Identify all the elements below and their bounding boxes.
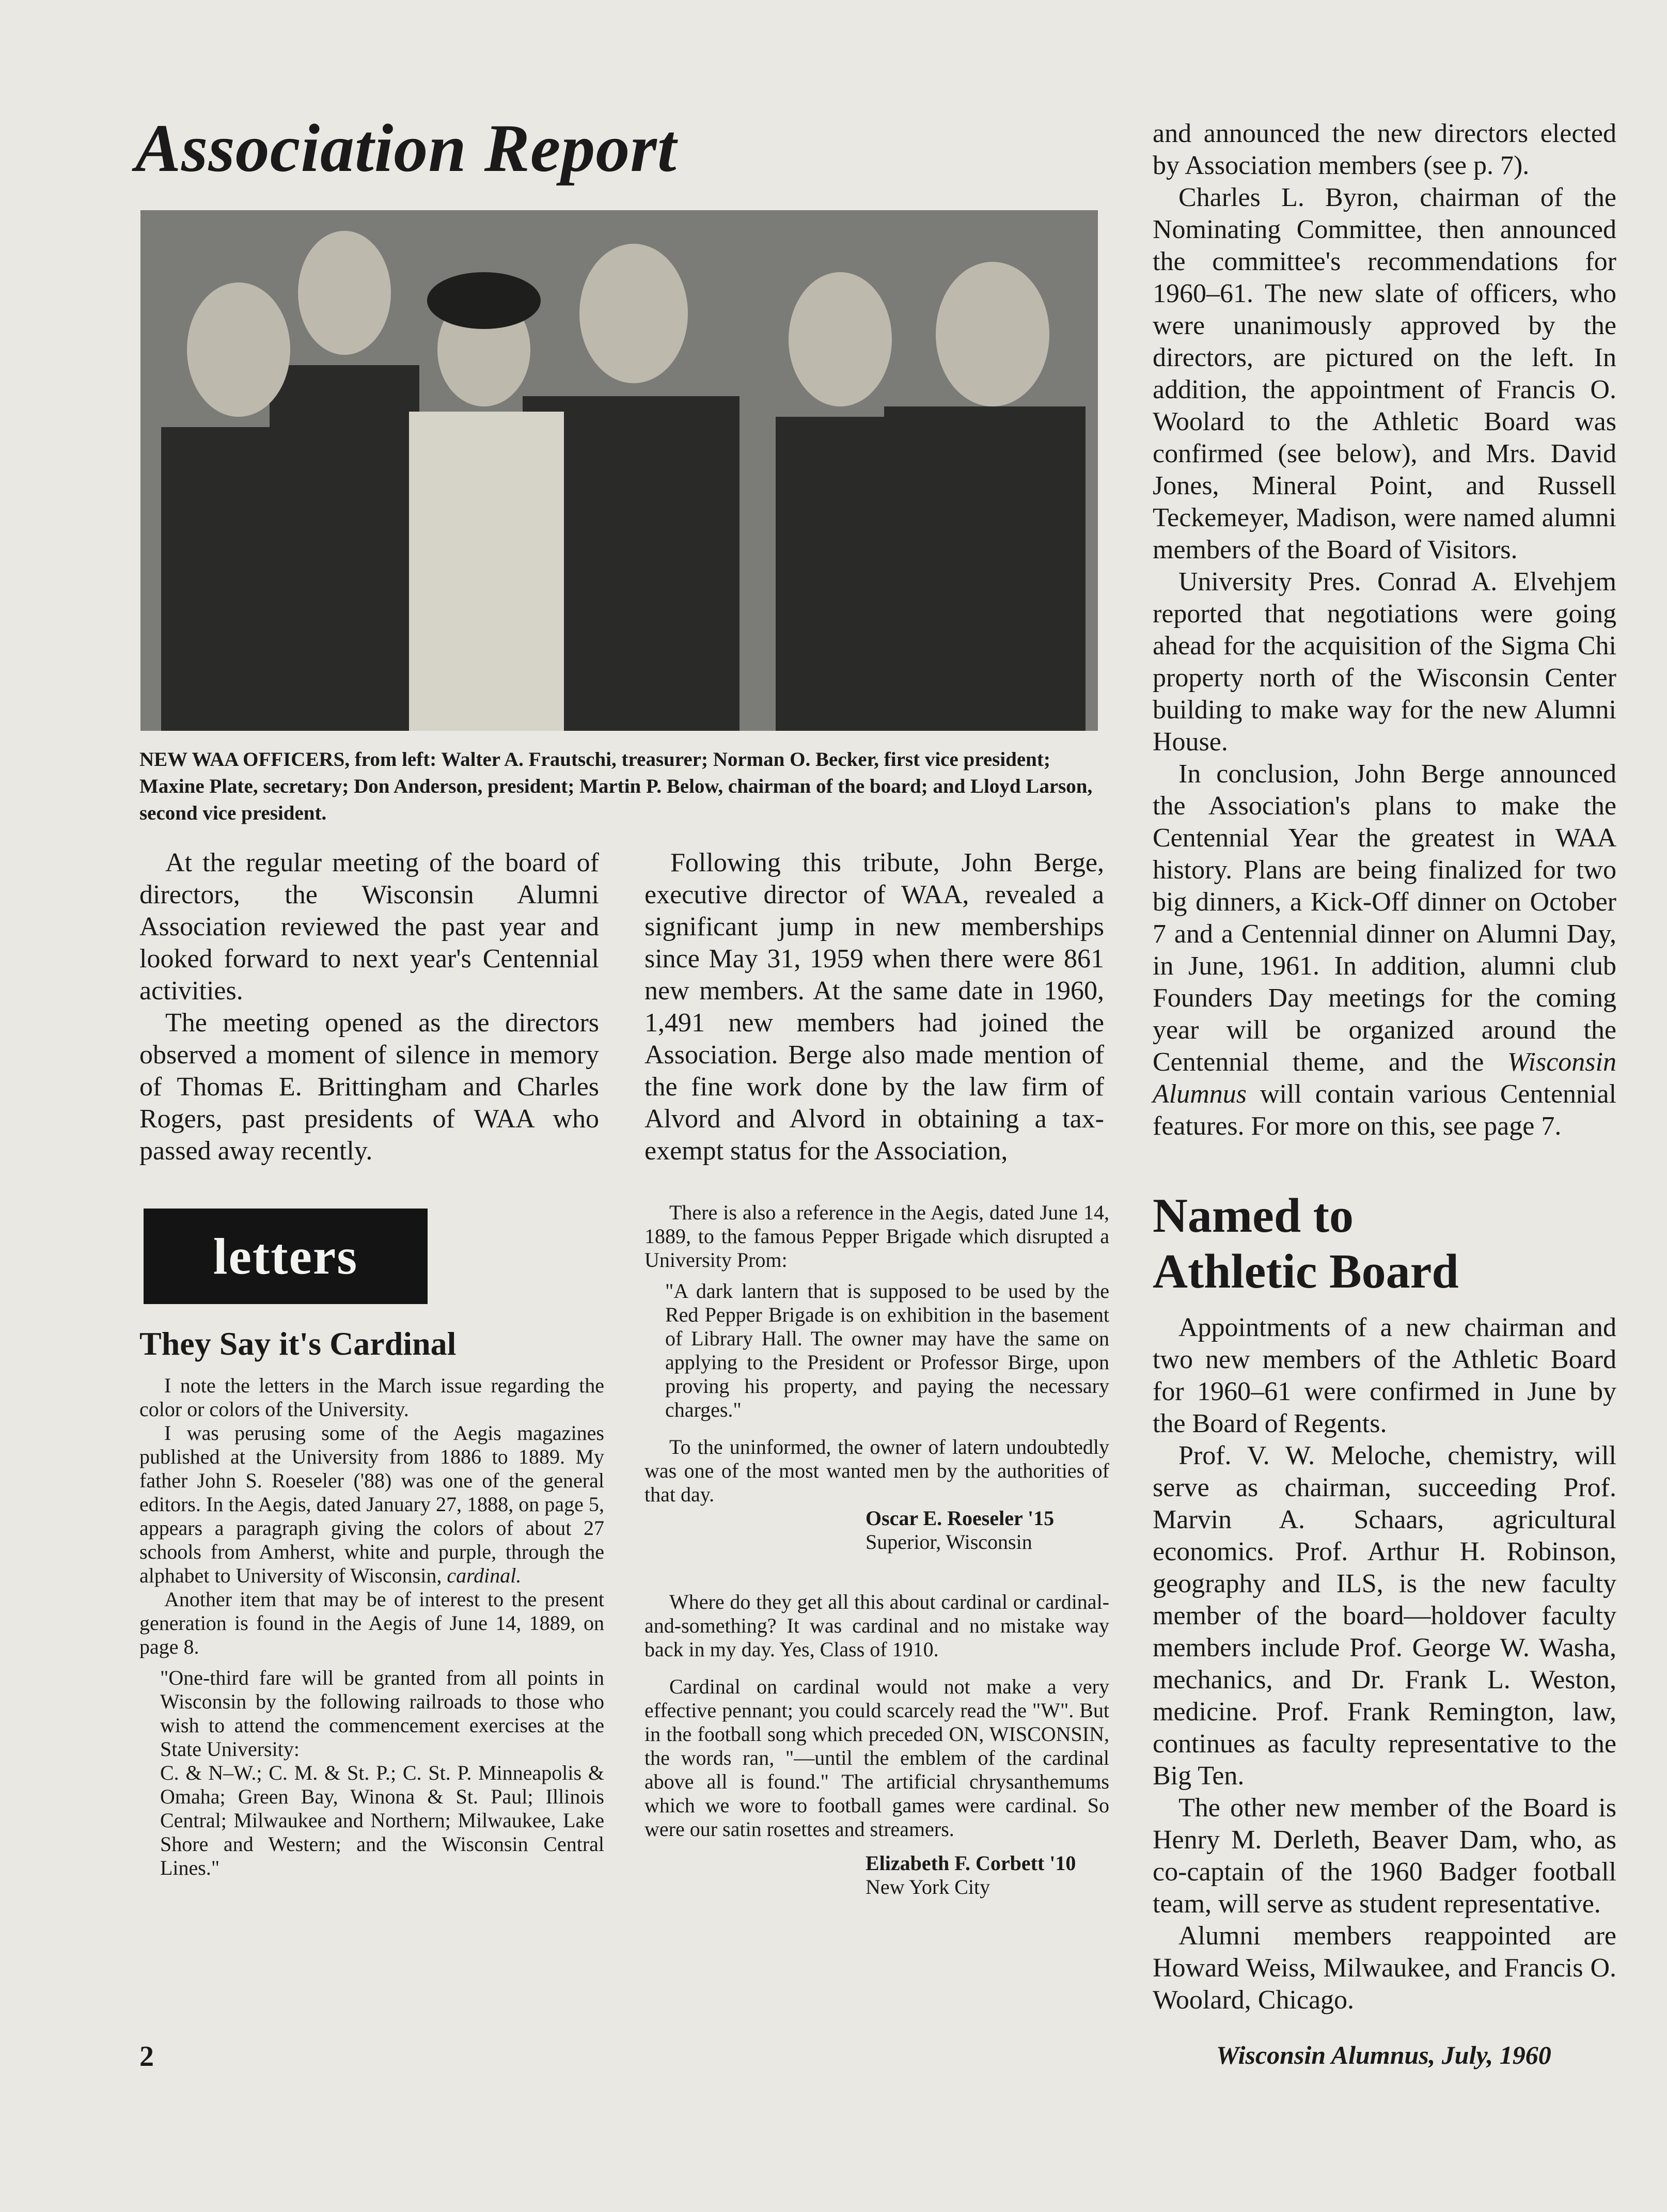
emphasis: cardinal. — [447, 1564, 522, 1587]
paragraph: Following this tribute, John Berge, executive director of WAA, revealed a significant jump in new memberships since May 31, 1959 when there were 861 new members. At the same date in 1960, 1,491 new members had joined the Association. Berge also made mention of the fine work done by the law firm of Alvord and Alvord in obtaining a tax-exempt status for the Association, — [644, 848, 1104, 1166]
article-title: Association Report — [135, 110, 677, 186]
paragraph: Appointments of a new chairman and two new members of the Athletic Board for 1960–61 were confirmed in June by the Board of Regents. — [1153, 1313, 1616, 1438]
paragraph: and announced the new directors elected by Association members (see p. 7). — [1153, 119, 1616, 180]
signature-place: New York City — [866, 1875, 990, 1899]
paragraph: At the regular meeting of the board of directors, the Wisconsin Alumni Association reviewed the past year and looked forward to next year's Centennial activities. — [139, 848, 599, 1006]
text-run: In conclusion, John Berge announced the Association's plans to make the Centennial Year the greatest in WAA history. Plans are being finalized for two big dinners, a Kick-Off dinner on October 7 and a Centennial dinner on Alumni Day, in June, 1961. In addition, alumni club Founders Day meetings for the coming year will be organized around the Centennial theme, and the — [1153, 759, 1616, 1077]
paragraph: Another item that may be of interest to the present generation is found in the Aegis of June 14, 1889, on page 8. — [139, 1588, 604, 1658]
paragraph — [1153, 758, 1616, 1142]
quotation: C. & N–W.; C. M. & St. P.; C. St. P. Minneapolis & Omaha; Green Bay, Winona & St. Paul; Illinois Central; Milwaukee and Northern; Milwaukee, Lake Shore and Western; and the Wisconsin Central Lines." — [160, 1761, 604, 1879]
paragraph: To the uninformed, the owner of latern undoubtedly was one of the most wanted men by the authorities of that day. — [644, 1435, 1109, 1506]
photo-caption: NEW WAA OFFICERS, from left: Walter A. Frautschi, treasurer; Norman O. Becker, first vice president; Maxine Plate, secretary; Don Anderson, president; Martin P. Below, chairman of the board; and Lloyd Larson, second vice president. — [139, 748, 1093, 824]
officers-photo — [140, 210, 1098, 731]
paragraph: Charles L. Byron, chairman of the Nominating Committee, then announced the committee's recommendations for 1960–61. The new slate of officers, who were unanimously approved by the directors, are pictured on the left. In addition, the appointment of Francis O. Woolard to the Athletic Board was confirmed (see below), and Mrs. David Jones, Mineral Point, and Russell Teckemeyer, Madison, were named alumni members of the Board of Visitors. — [1153, 183, 1616, 564]
signature-name: Elizabeth F. Corbett '10 — [866, 1852, 1076, 1875]
magazine-footer: Wisconsin Alumnus, July, 1960 — [1216, 2041, 1551, 2069]
quotation: "One-third fare will be granted from all points in Wisconsin by the following railroads to those who wish to attend the commencement exercises at the State University: — [160, 1666, 604, 1761]
letters-banner: letters — [144, 1209, 428, 1304]
letters-subhead: They Say it's Cardinal — [139, 1325, 457, 1362]
paragraph: The meeting opened as the directors observed a moment of silence in memory of Thomas E. Brittingham and Charles Rogers, past presidents of WAA who passed away recently. — [139, 1008, 599, 1166]
heading-line: Named to — [1153, 1189, 1354, 1243]
page-number: 2 — [139, 2041, 154, 2073]
signature-name: Oscar E. Roeseler '15 — [866, 1507, 1055, 1530]
paragraph: I note the letters in the March issue regarding the color or colors of the University. — [139, 1374, 604, 1421]
report-column-1 — [139, 847, 599, 1167]
paragraph: Prof. V. W. Meloche, chemistry, will serve as chairman, succeeding Prof. Marvin A. Schaars, agricultural economics. Prof. Arthur H. Robinson, geography and ILS, is the new faculty member of the board—holdover faculty members include Prof. George W. Washa, mechanics, and Dr. Frank L. Weston, medicine. Prof. Frank Remington, law, continues as faculty representative to the Big Ten. — [1153, 1441, 1616, 1791]
paragraph: Where do they get all this about cardinal or cardinal-and-something? It was cardinal and no mistake way back in my day. Yes, Class of 1910. — [644, 1590, 1109, 1661]
paragraph: Cardinal on cardinal would not make a very effective pennant; you could scarcely read the "W". But in the football song which preceded ON, WISCONSIN, the words ran, "—until the emblem of the cardinal above all is found." The artificial chrysanthemums which we wore to football games were cardinal. So were our satin rosettes and streamers. — [644, 1675, 1109, 1841]
report-column-3 — [1153, 118, 1616, 1142]
paragraph: The other new member of the Board is Henry M. Derleth, Beaver Dam, who, as co-captain of the 1960 Badger football team, will serve as student representative. — [1153, 1793, 1616, 1919]
paragraph — [139, 1421, 604, 1588]
magazine-name: Wisconsin Alumnus — [1153, 1047, 1616, 1109]
athletic-column — [1153, 1312, 1616, 2016]
letter-column-2 — [644, 1201, 1109, 1899]
quotation: "A dark lantern that is supposed to be used by the Red Pepper Brigade is on exhibition in the basement of Library Hall. The owner may have the same on applying to the President or Professor Birge, upon proving his property, and paying the necessary charges." — [665, 1279, 1109, 1421]
report-column-2 — [644, 847, 1104, 1167]
heading-line: Athletic Board — [1153, 1245, 1459, 1298]
letter-column-1 — [139, 1374, 604, 1880]
paragraph: There is also a reference in the Aegis, dated June 14, 1889, to the famous Pepper Brigade which disrupted a University Prom: — [644, 1201, 1109, 1272]
athletic-heading — [1153, 1188, 1459, 1299]
text-run: will contain various Centennial features. For more on this, see page 7. — [1153, 1079, 1617, 1141]
paragraph: University Pres. Conrad A. Elvehjem reported that negotiations were going ahead for the acquisition of the Sigma Chi property north of the Wisconsin Center building to make way for the new Alumni House. — [1153, 567, 1616, 757]
text-run: I was perusing some of the Aegis magazines published at the University from 1886 to 1889. My father John S. Roeseler ('88) was one of the general editors. In the Aegis, dated January 27, 1888, on page 5, appears a paragraph giving the colors of about 27 schools from Amherst, white and purple, through the alphabet to University of Wisconsin, — [139, 1421, 604, 1587]
signature-place: Superior, Wisconsin — [866, 1530, 1032, 1554]
paragraph: Alumni members reappointed are Howard Weiss, Milwaukee, and Francis O. Woolard, Chicago. — [1153, 1921, 1616, 2015]
